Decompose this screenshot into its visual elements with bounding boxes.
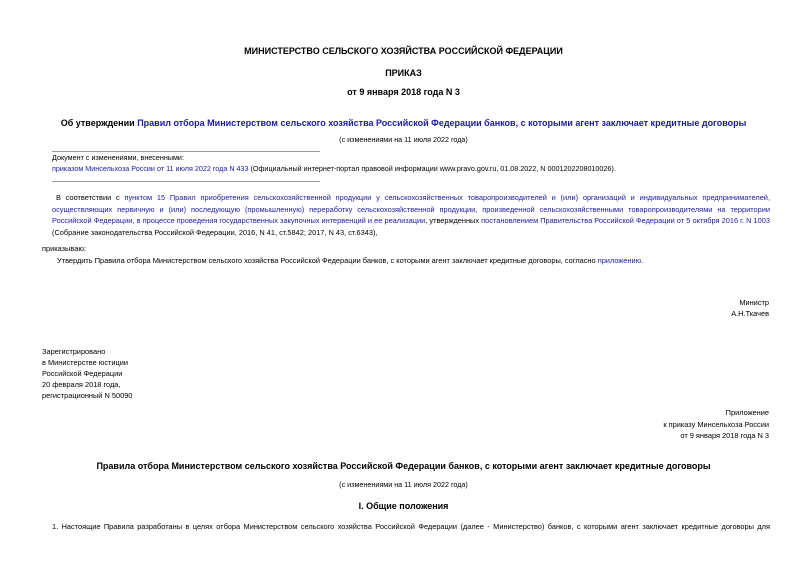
changes-source: (Официальный интернет-портал правовой информации www.pravo.gov.ru, 01.08.2022, N 0001202208010026).: [248, 164, 616, 173]
signature-name: А.Н.Ткачев: [731, 309, 769, 318]
preamble-resolution-link[interactable]: постановлением Правительства Российской Федерации от 5 октября 2016 г. N 1003: [481, 216, 770, 225]
document-type: ПРИКАЗ: [385, 68, 422, 78]
order-text-body: Утвердить Правила отбора Министерством сельского хозяйства Российской Федерации банков, с которыми агент заключает кредитные договоры, согласно: [57, 256, 598, 265]
point-1: 1. Настоящие Правила разработаны в целях отбора Министерством сельского хозяйства Российской Федерации (далее - Министерство) банков, с которыми агент заключает кредитные договоры для: [52, 522, 770, 531]
rules-amended-note: (с изменениями на 11 июля 2022 года): [339, 480, 468, 489]
appendix-reference-line: от 9 января 2018 года N 3: [680, 431, 769, 440]
amended-note: (с изменениями на 11 июля 2022 года): [339, 135, 468, 144]
document-title-prefix: Об утверждении: [60, 118, 138, 128]
registration-line: Российской Федерации: [42, 369, 123, 378]
document-title: [0, 117, 807, 129]
registration-line: Зарегистрировано: [42, 347, 106, 356]
appendix-reference: [560, 407, 769, 442]
order-word: приказываю:: [42, 244, 86, 253]
appendix-reference-line: Приложение: [725, 408, 769, 417]
rules-title: Правила отбора Министерством сельского хозяйства Российской Федерации банков, с которыми агент заключает кредитные договоры: [96, 461, 711, 471]
order-text: [57, 255, 777, 267]
appendix-reference-line: к приказу Минсельхоза России: [663, 419, 769, 429]
changes-box: [52, 152, 772, 175]
document-title-link[interactable]: Правил отбора Министерством сельского хозяйства Российской Федерации банков, с которыми агент заключает кредитные договоры: [137, 118, 747, 128]
section-heading: I. Общие положения: [358, 501, 449, 511]
changes-box-heading: Документ с изменениями, внесенными:: [52, 153, 184, 162]
changes-box-bottom-rule: [52, 181, 320, 182]
preamble-text-2: , утвержденных: [425, 216, 482, 225]
registration-line: 20 февраля 2018 года,: [42, 380, 121, 389]
ministry-name: МИНИСТЕРСТВО СЕЛЬСКОГО ХОЗЯЙСТВА РОССИЙСКОЙ ФЕДЕРАЦИИ: [244, 46, 563, 56]
preamble-rules-link[interactable]: пунктом 15 Правил приобретения сельскохозяйственной продукции у сельскохозяйственных товаропроизводителей и (или) организаций и индивидуальных предпринимателей, осуществляющих первичную и (или) последующую (промышленную) переработку сельскохозяйственной продукции, произведенной сельскохозяйственными товаропроизводителями на территории Российской Федерации, в процессе проведения государственных закупочных интервенций и ее реализации: [52, 193, 770, 225]
preamble-text-1: В соответствии с: [56, 193, 125, 202]
preamble-text-3: (Собрание законодательства Российской Федерации, 2016, N 41, ст.5842; 2017, N 43, ст.6343),: [52, 227, 378, 237]
appendix-link[interactable]: приложению: [597, 256, 642, 265]
document-date-number: от 9 января 2018 года N 3: [347, 87, 460, 97]
preamble-paragraph: [52, 192, 770, 238]
changes-order-link[interactable]: приказом Минсельхоза России от 11 июля 2022 года N 433: [52, 164, 249, 173]
order-text-end: .: [641, 256, 644, 265]
registration-line: регистрационный N 50090: [42, 391, 133, 400]
signature-position: Министр: [739, 298, 769, 307]
registration-line: в Министерстве юстиции: [42, 358, 129, 367]
changes-box-entry: [52, 163, 772, 175]
registration-block: [42, 346, 132, 401]
